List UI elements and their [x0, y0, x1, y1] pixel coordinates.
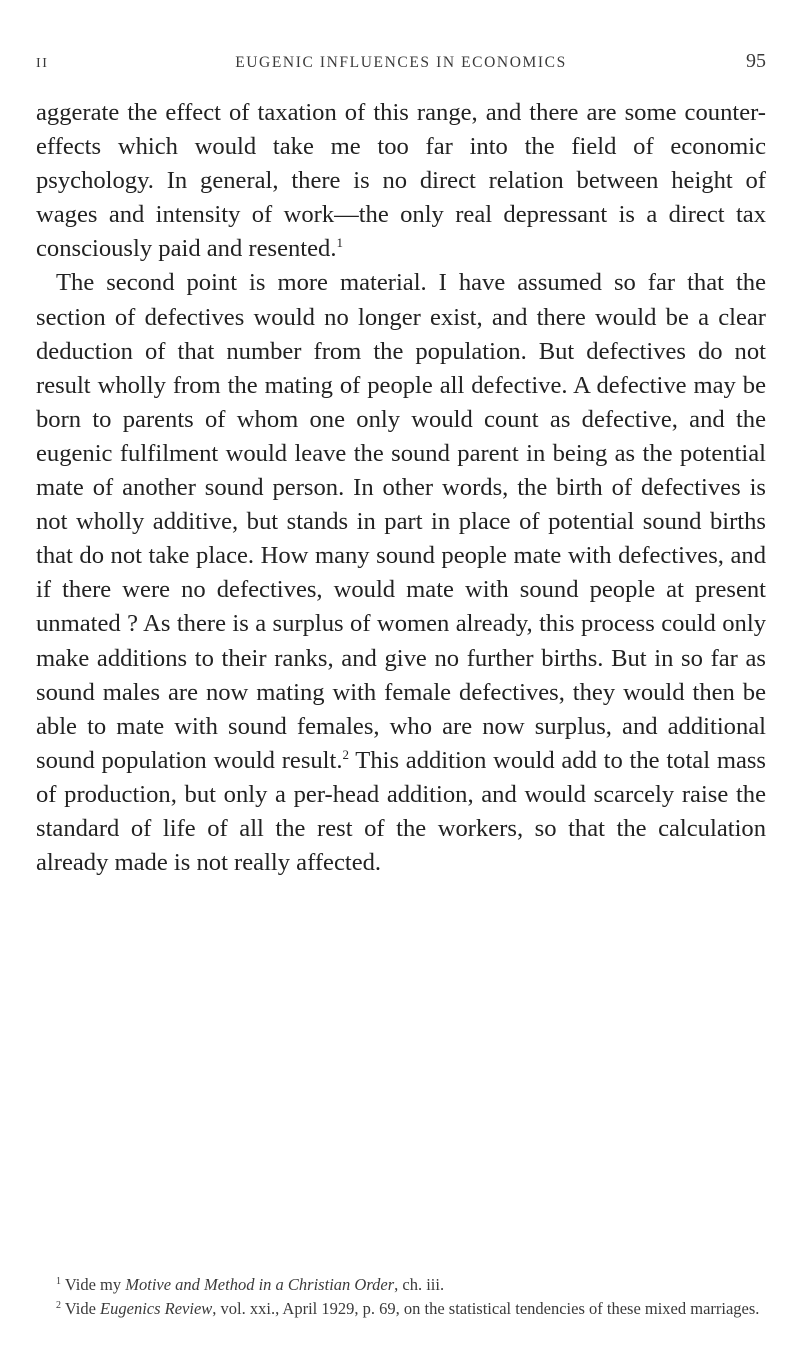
paragraph-1-text: aggerate the effect of taxation of this range, and there are some counter-effects which would take me too far into the field of economic psychology. In general, there is no direct relation between height of wages and intensity of work—the only real depressant is a direct tax consciously paid and resented.	[36, 99, 766, 263]
footnote-2-title: Eugenics Review	[100, 1299, 213, 1318]
footnote-1-prefix: Vide my	[64, 1275, 126, 1294]
footnote-2	[36, 1297, 766, 1321]
footnote-1	[36, 1273, 766, 1297]
footnote-2-suffix: , vol. xxi., April 1929, p. 69, on the statistical tendencies of these mixed marriages.	[212, 1299, 760, 1318]
paragraph-2-text-b: This addition would add to the total mass of production, but only a per-head addition, and would scarcely raise the standard of life of all the rest of the workers, so that the calculation already made is not really affected.	[36, 746, 767, 877]
footnote-1-suffix: , ch. iii.	[394, 1275, 445, 1294]
footnote-ref-1: 1	[336, 235, 344, 251]
footnote-1-marker: 1	[56, 1276, 61, 1287]
paragraph-2	[36, 266, 766, 880]
footnote-ref-2: 2	[342, 746, 349, 762]
running-head	[36, 50, 766, 78]
footnote-2-prefix: Vide	[64, 1299, 101, 1318]
footnote-1-title: Motive and Method in a Christian Order	[125, 1275, 395, 1294]
chapter-number: II	[36, 56, 49, 71]
footnote-2-marker: 2	[56, 1300, 61, 1311]
paragraph-2-text-a: The second point is more material. I have assumed so far that the section of defectives would no longer exist, and there would be a clear deduction of that number from the population. But defectives do not result wholly from the mating of people all defective. A defective may be born to parents of whom one only would count as defective, and the eugenic fulfilment would leave the sound parent in being as the potential mate of another sound person. In other words, the birth of defectives is not wholly additive, but stands in part in place of potential sound births that do not take place. How many sound people mate with defectives, and if there were no defectives, would mate with sound people at present unmated ? As there is a surplus of women already, this process could only make additions to their ranks, and give no further births. But in so far as sound males are now mating with female defectives, they would then be able to mate with sound females, who are now surplus, and additional sound population would result.	[36, 269, 766, 774]
footnotes	[36, 1273, 766, 1321]
running-title: EUGENIC INFLUENCES IN ECONOMICS	[235, 54, 567, 71]
paragraph-1	[36, 96, 766, 266]
page-number: 95	[746, 50, 766, 72]
body-text	[36, 96, 766, 880]
